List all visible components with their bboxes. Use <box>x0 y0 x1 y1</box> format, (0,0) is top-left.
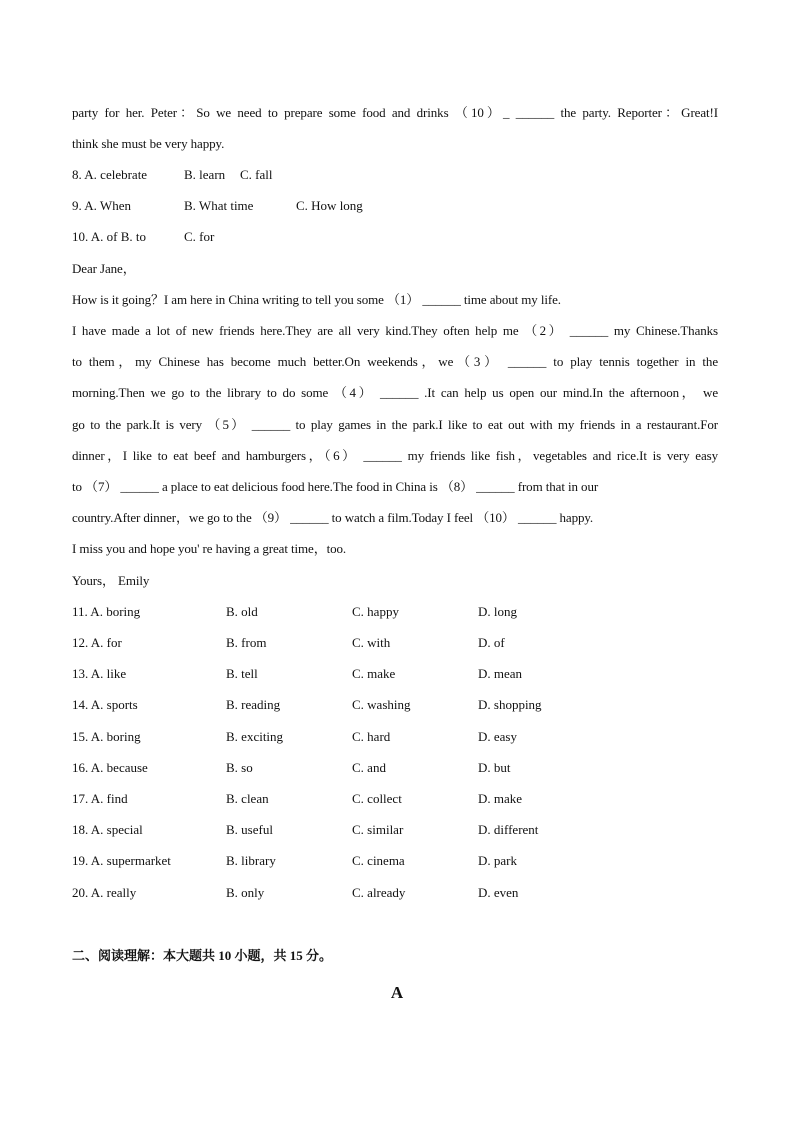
option-a: 17. A. find <box>72 791 128 806</box>
letter-line: country.After dinner，we go to the （9） ______ to watch a film.Today I feel （10） ______ happy. <box>72 510 594 525</box>
option-b: B. old <box>226 604 258 619</box>
option-a: 15. A. boring <box>72 729 141 744</box>
option-d: D. easy <box>478 729 517 744</box>
letter-line: go to the park.It is very （5） ______ to play games in the park.I like to eat out with my friends in a restaurant.For <box>72 417 718 432</box>
option-b: B. library <box>226 853 276 868</box>
letter-line: dinner，I like to eat beef and hamburgers，（6） ______ my friends like fish，vegetables and rice.It is very easy <box>72 448 718 463</box>
option-a: 19. A. supermarket <box>72 853 171 868</box>
option-c: C. hard <box>352 729 391 744</box>
question-9-option-b: B. What time <box>184 198 254 213</box>
option-b: B. exciting <box>226 729 284 744</box>
question-9-option-a: 9. A. When <box>72 198 131 213</box>
letter-line: to （7） ______ a place to eat delicious food here.The food in China is （8） ______ from that in our <box>72 479 599 494</box>
letter-line: morning.Then we go to the library to do some （4） ______ .It can help us open our mind.In the afternoon， we <box>72 385 718 400</box>
option-c: C. cinema <box>352 853 405 868</box>
option-a: 16. A. because <box>72 760 148 775</box>
option-c: C. happy <box>352 604 399 619</box>
option-d: D. shopping <box>478 697 542 712</box>
option-b: B. only <box>226 885 265 900</box>
question-8-option-b: B. learn <box>184 167 226 182</box>
question-8-option-c: C. fall <box>240 167 273 182</box>
option-a: 13. A. like <box>72 666 127 681</box>
letter-salutation: Dear Jane， <box>72 261 136 276</box>
option-b: B. clean <box>226 791 269 806</box>
letter-line: I have made a lot of new friends here.They are all very kind.They often help me （2） ______ my Chinese.Thanks <box>72 323 718 338</box>
letter-line: to them，my Chinese has become much better.On weekends，we（3） ______ to play tennis together in the <box>72 354 718 369</box>
option-c: C. already <box>352 885 406 900</box>
passage-line: party for her. Peter：So we need to prepare some food and drinks （10）_ ______ the party. Reporter：Great!I <box>72 105 718 120</box>
option-b: B. useful <box>226 822 273 837</box>
option-b: B. from <box>226 635 267 650</box>
option-d: D. but <box>478 760 511 775</box>
option-d: D. long <box>478 604 517 619</box>
option-c: C. make <box>352 666 396 681</box>
option-d: D. of <box>478 635 505 650</box>
option-a: 14. A. sports <box>72 697 138 712</box>
letter-closing: Yours， Emily <box>72 573 150 588</box>
option-a: 20. A. really <box>72 885 137 900</box>
section-heading: 二、阅读理解：本大题共 10 小题，共 15 分。 <box>72 948 333 963</box>
option-b: B. tell <box>226 666 258 681</box>
option-c: C. similar <box>352 822 404 837</box>
letter-line: I miss you and hope you' re having a great time，too. <box>72 541 347 556</box>
option-a: 12. A. for <box>72 635 122 650</box>
option-a: 11. A. boring <box>72 604 141 619</box>
option-c: C. collect <box>352 791 402 806</box>
option-d: D. make <box>478 791 523 806</box>
question-8-option-a: 8. A. celebrate <box>72 167 148 182</box>
letter-line: How is it going？I am here in China writing to tell you some （1） ______ time about my life. <box>72 292 561 307</box>
option-d: D. park <box>478 853 517 868</box>
option-a: 18. A. special <box>72 822 143 837</box>
question-9-option-c: C. How long <box>296 198 363 213</box>
option-b: B. reading <box>226 697 281 712</box>
question-10-option-ab: 10. A. of B. to <box>72 229 147 244</box>
option-c: C. washing <box>352 697 411 712</box>
option-d: D. different <box>478 822 539 837</box>
part-label: A <box>390 983 404 1002</box>
option-c: C. with <box>352 635 391 650</box>
passage-line: think she must be very happy. <box>72 136 225 151</box>
option-c: C. and <box>352 760 386 775</box>
option-d: D. mean <box>478 666 523 681</box>
option-d: D. even <box>478 885 519 900</box>
question-10-option-c: C. for <box>184 229 215 244</box>
option-b: B. so <box>226 760 253 775</box>
